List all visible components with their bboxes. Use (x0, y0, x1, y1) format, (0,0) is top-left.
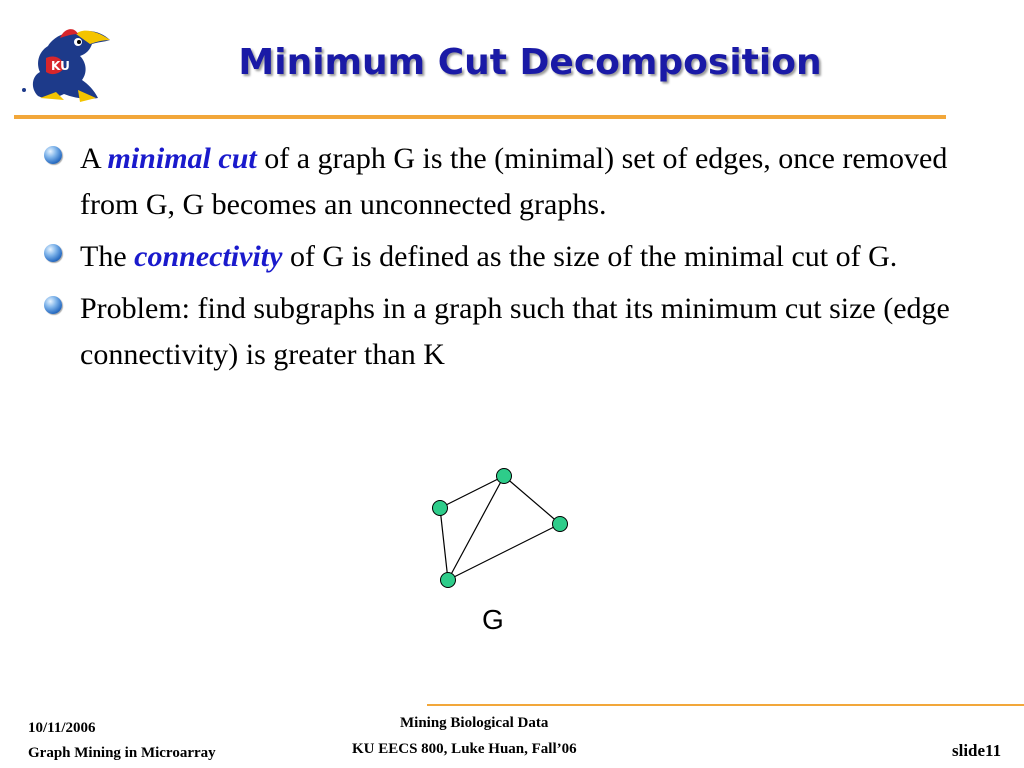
ku-jayhawk-logo-icon (20, 18, 120, 104)
bullet-orb-icon (44, 146, 62, 164)
graph-diagram (400, 455, 600, 640)
bullet-text-before: A (80, 142, 108, 175)
graph-node-d (553, 517, 568, 532)
graph-label: G (482, 604, 504, 635)
footer-course-topic: Mining Biological Data (400, 715, 549, 731)
bullet-text-before: The (80, 240, 135, 273)
graph-edge-a-c (440, 508, 448, 580)
graph-edge-a-b (440, 476, 504, 508)
bullet-text: Problem: find subgraphs in a graph such that its minimum cut size (edge connectivity) is greater than K (80, 292, 950, 371)
bullet-orb-icon (44, 244, 62, 262)
bullet-orb-icon (44, 296, 62, 314)
bullet-text-after: of a graph G is the (minimal) set of edges, once removed from G, G becomes an unconnected graphs. (80, 142, 948, 221)
graph-edges (440, 476, 560, 580)
graph-node-a (433, 501, 448, 516)
graph-edge-b-c (448, 476, 504, 580)
term-minimal-cut: minimal cut (107, 142, 257, 175)
bullet-item (44, 234, 974, 280)
graph-node-c (441, 573, 456, 588)
graph-edge-b-d (504, 476, 560, 524)
graph-node-b (497, 469, 512, 484)
bullet-item (44, 286, 974, 378)
page-title: Minimum Cut Decomposition (238, 42, 822, 83)
graph-nodes (433, 469, 568, 588)
footer-course-title: Graph Mining in Microarray (28, 745, 216, 761)
bullet-item (44, 136, 974, 228)
footer-date: 10/11/2006 (28, 720, 96, 736)
bullet-text-after: of G is defined as the size of the minimal cut of G. (282, 240, 898, 273)
title-divider (14, 115, 946, 119)
bullet-list (44, 136, 974, 384)
term-connectivity: connectivity (134, 240, 283, 273)
graph-edge-c-d (448, 524, 560, 580)
slide-number: slide11 (952, 741, 1002, 760)
footer-course-info: KU EECS 800, Luke Huan, Fall’06 (352, 741, 577, 757)
footer-divider (427, 704, 1024, 706)
ku-logo-text: KU (51, 59, 70, 73)
